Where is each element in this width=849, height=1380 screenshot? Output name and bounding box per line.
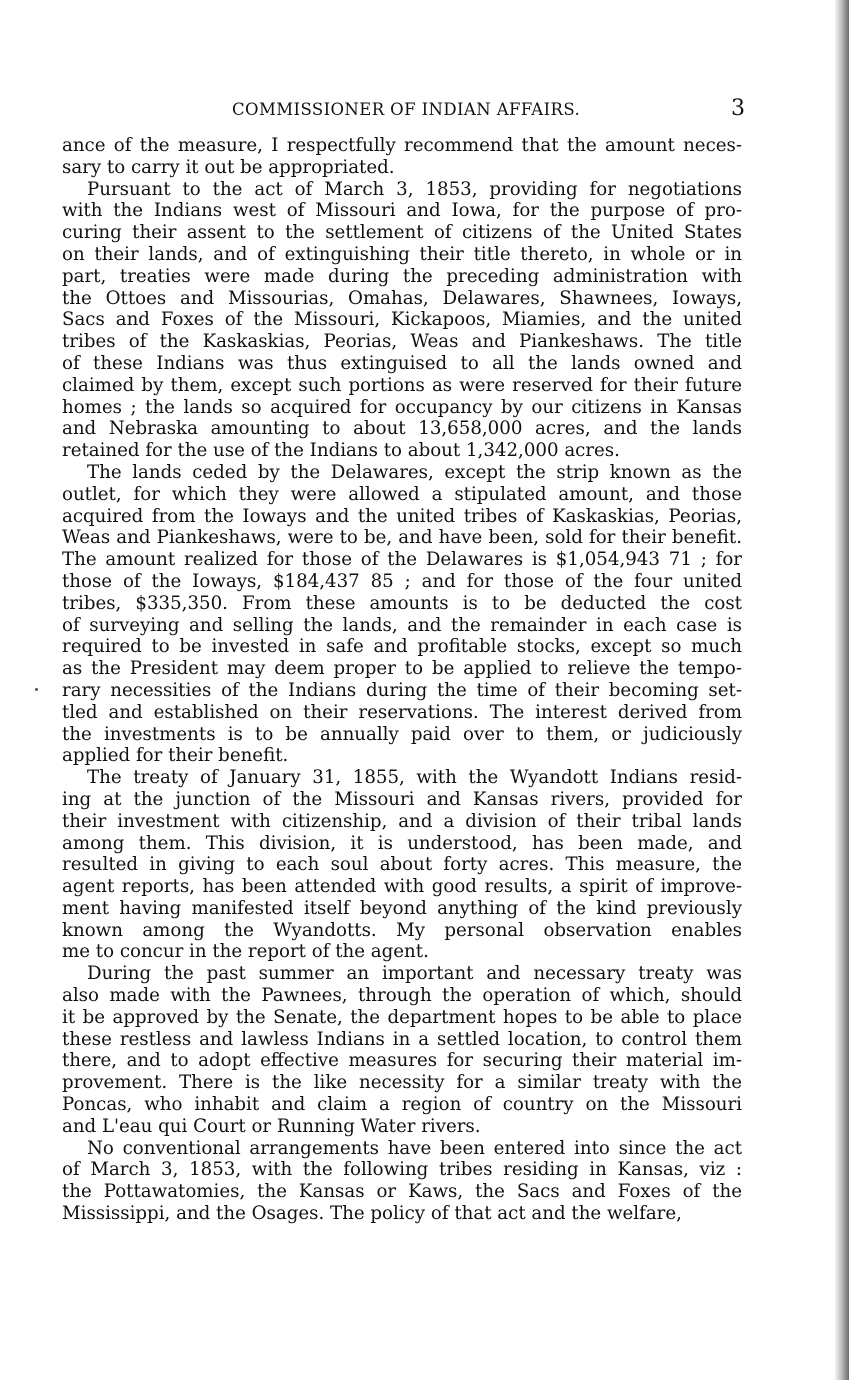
- stray-ink-mark: [35, 688, 38, 691]
- paragraph: [62, 767, 742, 963]
- text-line: and Nebraska amounting to about 13,658,000 acres, and the lands: [62, 418, 742, 440]
- running-head: COMMISSIONER OF INDIAN AFFAIRS.: [232, 100, 581, 119]
- text-line: tled and established on their reservations. The interest derived from: [62, 701, 742, 723]
- text-line: No conventional arrangements have been entered into since the act: [87, 1137, 742, 1159]
- text-line: retained for the use of the Indians to about 1,342,000 acres.: [62, 440, 620, 462]
- text-line: part, treaties were made during the preceding administration with: [62, 265, 742, 287]
- text-line: Poncas, who inhabit and claim a region of country on the Missouri: [62, 1094, 742, 1116]
- text-line: ing at the junction of the Missouri and Kansas rivers, provided for: [62, 788, 742, 810]
- text-line: on their lands, and of extinguishing their title thereto, in whole or in: [62, 243, 742, 265]
- paragraph: [62, 462, 742, 767]
- text-line: claimed by them, except such portions as were reserved for their future: [62, 374, 742, 396]
- text-line: of these Indians was thus extinguised to all the lands owned and: [62, 352, 742, 374]
- text-line: Weas and Piankeshaws, were to be, and have been, sold for their benefit.: [62, 527, 742, 549]
- text-line: The amount realized for those of the Delawares is $1,054,943 71 ; for: [62, 549, 742, 571]
- text-line: curing their assent to the settlement of citizens of the United States: [62, 222, 742, 244]
- text-line: those of the Ioways, $184,437 85 ; and for those of the four united: [62, 570, 742, 592]
- text-line: applied for their benefit.: [62, 745, 289, 767]
- text-line: agent reports, has been attended with good results, a spirit of improve-: [62, 876, 742, 898]
- text-line: these restless and lawless Indians in a settled location, to control them: [62, 1028, 742, 1050]
- text-line: sary to carry it out be appropriated.: [62, 156, 395, 178]
- page-edge-shadow: [835, 0, 849, 1380]
- text-line: also made with the Pawnees, through the operation of which, should: [62, 985, 742, 1007]
- text-line: Pursuant to the act of March 3, 1853, providing for negotiations: [87, 178, 742, 200]
- text-line: of surveying and selling the lands, and the remainder in each case is: [62, 614, 742, 636]
- text-line: outlet, for which they were allowed a stipulated amount, and those: [62, 483, 742, 505]
- text-line: the investments is to be annually paid over to them, or judiciously: [62, 723, 742, 745]
- text-line: acquired from the Ioways and the united tribes of Kaskaskias, Peorias,: [62, 505, 742, 527]
- text-line: rary necessities of the Indians during the time of their becoming set-: [62, 679, 742, 701]
- text-line: ance of the measure, I respectfully recommend that the amount neces-: [62, 135, 742, 156]
- text-line: it be approved by the Senate, the department hopes to be able to place: [62, 1006, 742, 1028]
- text-line: me to concur in the report of the agent.: [62, 941, 429, 963]
- text-line: ment having manifested itself beyond anything of the kind previously: [62, 897, 742, 919]
- text-line: the Pottawatomies, the Kansas or Kaws, the Sacs and Foxes of the: [62, 1181, 742, 1203]
- text-line: and L'eau qui Court or Running Water rivers.: [62, 1115, 481, 1137]
- text-line: The lands ceded by the Delawares, except the strip known as the: [87, 461, 742, 483]
- text-line: Sacs and Foxes of the Missouri, Kickapoos, Miamies, and the united: [62, 309, 742, 331]
- text-line: required to be invested in safe and profitable stocks, except so much: [62, 636, 742, 658]
- text-line: known among the Wyandotts. My personal observation enables: [62, 919, 742, 941]
- text-line: tribes of the Kaskaskias, Peorias, Weas and Piankeshaws. The title: [62, 331, 742, 353]
- paragraph: [62, 179, 742, 462]
- text-line: homes ; the lands so acquired for occupancy by our citizens in Kansas: [62, 396, 742, 418]
- text-line: among them. This division, it is understood, has been made, and: [62, 832, 742, 854]
- text-line: of March 3, 1853, with the following tribes residing in Kansas, viz :: [62, 1159, 742, 1181]
- body-text: [62, 135, 742, 1225]
- page-number: 3: [731, 96, 745, 121]
- paragraph: [62, 135, 742, 179]
- text-line: there, and to adopt effective measures for securing their material im-: [62, 1050, 742, 1072]
- text-line: as the President may deem proper to be applied to relieve the tempo-: [62, 658, 742, 680]
- text-line: their investment with citizenship, and a division of their tribal lands: [62, 810, 742, 832]
- paragraph: [62, 963, 742, 1137]
- text-line: tribes, $335,350. From these amounts is to be deducted the cost: [62, 592, 742, 614]
- text-line: the Ottoes and Missourias, Omahas, Delawares, Shawnees, Ioways,: [62, 287, 742, 309]
- text-line: The treaty of January 31, 1855, with the Wyandott Indians resid-: [87, 767, 742, 789]
- text-line: During the past summer an important and necessary treaty was: [87, 963, 742, 985]
- text-line: with the Indians west of Missouri and Iowa, for the purpose of pro-: [62, 200, 742, 222]
- text-line: provement. There is the like necessity for a similar treaty with the: [62, 1072, 742, 1094]
- text-line: Mississippi, and the Osages. The policy of that act and the welfare,: [62, 1203, 682, 1225]
- paragraph: [62, 1138, 742, 1225]
- text-line: resulted in giving to each soul about forty acres. This measure, the: [62, 854, 742, 876]
